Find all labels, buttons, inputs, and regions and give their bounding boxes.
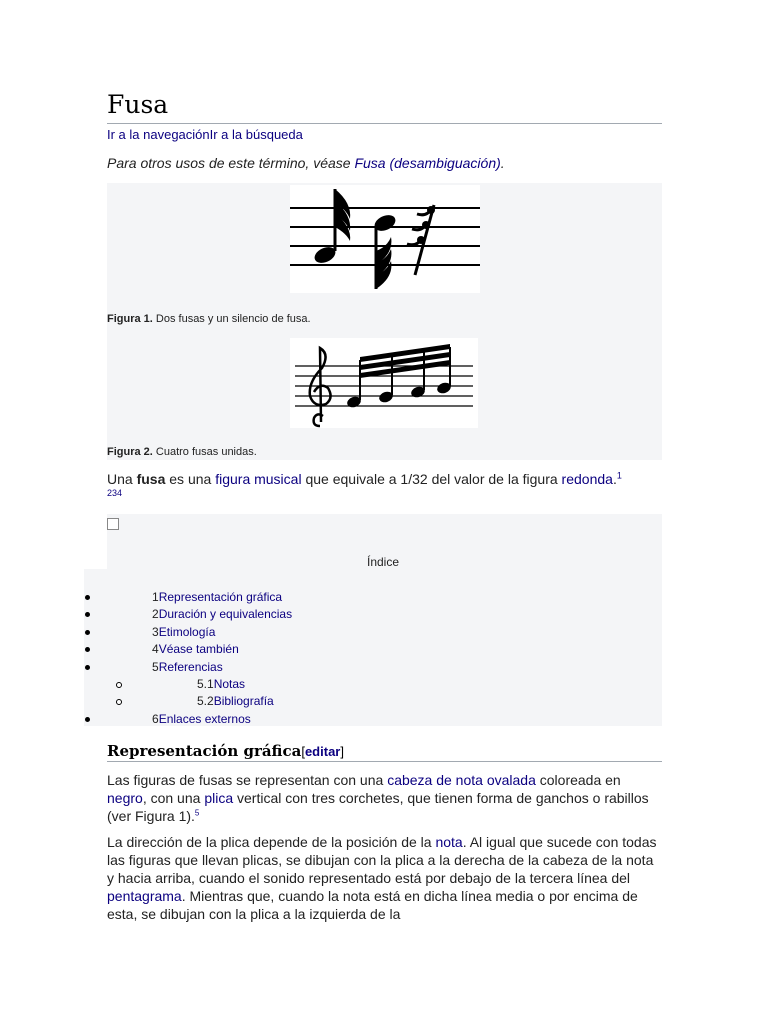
toc-bullet <box>85 630 90 635</box>
intro-text-4: . <box>612 471 617 487</box>
edit-bracket-open: [ <box>301 744 305 759</box>
intro-text-3: que equivale a 1/32 del valor de la figura <box>301 471 562 487</box>
toc-num: 1 <box>152 590 159 604</box>
toc-item-6[interactable] <box>152 712 251 726</box>
toc-num: 6 <box>152 712 159 726</box>
intro-bold-term: fusa <box>136 471 166 487</box>
paragraph-1 <box>107 771 662 825</box>
intro-text-1: Una <box>107 471 137 487</box>
toc-num: 3 <box>152 625 159 639</box>
toc-item-5[interactable] <box>152 660 223 674</box>
hatnote-suffix: . <box>500 155 505 171</box>
toc-num: 5.1 <box>197 677 214 691</box>
pentagrama-link[interactable]: pentagrama <box>107 888 182 904</box>
figure2-image[interactable] <box>290 338 478 428</box>
nota-link[interactable]: nota <box>435 834 463 850</box>
figure1-image[interactable] <box>290 185 480 293</box>
section-heading <box>107 742 344 760</box>
toc-item-1[interactable] <box>152 590 282 604</box>
figura-musical-link[interactable]: figura musical <box>215 471 302 487</box>
toc-item-4[interactable] <box>152 642 239 656</box>
toc-link[interactable]: Etimología <box>158 625 216 639</box>
fusa-notes-svg <box>290 185 480 293</box>
figure1-text: Dos fusas y un silencio de fusa. <box>152 313 311 325</box>
disambiguation-link[interactable]: Fusa (desambiguación) <box>354 155 501 171</box>
toc-link[interactable]: Notas <box>213 677 246 691</box>
para2-text: . Mientras que, cuando la nota está en dicha línea media o por encima de esta, se dibujan con la plica a la izquierda de la <box>107 888 638 922</box>
toc-bullet <box>85 717 90 722</box>
para1-text: vertical con tres corchetes, que tienen forma de ganchos o rabillos (ver Figura 1). <box>107 790 649 824</box>
jump-search-link[interactable]: Ir a la búsqueda <box>209 127 303 142</box>
toc-sub-bullet <box>116 682 122 688</box>
section-divider <box>107 761 662 762</box>
toc-link[interactable]: Referencias <box>158 660 223 674</box>
refs-234-link[interactable]: 234 <box>107 488 123 498</box>
para1-text: , con una <box>142 790 205 806</box>
hatnote-text: Para otros usos de este término, véase <box>107 155 355 171</box>
figures-panel <box>107 183 662 460</box>
toc-item-3[interactable] <box>152 625 215 639</box>
toc-num: 5 <box>152 660 159 674</box>
toc-sub-bullet <box>116 699 122 705</box>
toc-num: 4 <box>152 642 159 656</box>
figure2-text: Cuatro fusas unidas. <box>152 446 257 458</box>
four-fusas-svg <box>290 338 478 428</box>
cabeza-nota-link[interactable]: cabeza de nota ovalada <box>387 772 536 788</box>
figure1-label: Figura 1. <box>107 313 153 325</box>
para2-text: . Al igual que sucede con todas las figuras que llevan plicas, se dibujan con la plica a la derecha de la cabeza de la nota y hacia arriba, cuando el sonido representado está por debajo de la tercera línea del <box>107 834 657 886</box>
para1-text: Las figuras de fusas se representan con una <box>107 772 388 788</box>
ref-1-link[interactable]: 1 <box>616 470 622 481</box>
para1-text: coloreada en <box>535 772 621 788</box>
toc-bullet <box>85 595 90 600</box>
toc-link[interactable]: Véase también <box>158 642 239 656</box>
toc-bullet <box>85 665 90 670</box>
edit-bracket-close: ] <box>340 744 344 759</box>
figure1-caption <box>107 313 311 325</box>
redonda-link[interactable]: redonda <box>561 471 613 487</box>
page-title: Fusa <box>107 90 169 119</box>
jump-nav-link[interactable]: Ir a la navegación <box>107 127 210 142</box>
edit-section-link[interactable]: editar <box>304 744 341 759</box>
title-divider <box>107 123 662 124</box>
toc-num: 5.2 <box>197 694 214 708</box>
toc-link[interactable]: Bibliografía <box>213 694 274 708</box>
figure2-caption <box>107 446 257 458</box>
toc-link[interactable]: Duración y equivalencias <box>158 607 293 621</box>
toc-bullet <box>85 612 90 617</box>
jump-links <box>107 127 303 142</box>
toc-item-2[interactable] <box>152 607 292 621</box>
para2-text: La dirección de la plica depende de la posición de la <box>107 834 436 850</box>
toc-title: Índice <box>367 555 400 569</box>
ref-5-link[interactable]: 5 <box>194 808 200 818</box>
plica-link[interactable]: plica <box>204 790 234 806</box>
section-heading-text: Representación gráfica <box>107 742 302 760</box>
paragraph-2 <box>107 833 662 923</box>
toc-item-5-2[interactable] <box>197 694 274 708</box>
toc-link[interactable]: Enlaces externos <box>158 712 251 726</box>
figure2-label: Figura 2. <box>107 446 153 458</box>
intro-paragraph <box>107 470 667 489</box>
intro-text-2: es una <box>165 471 216 487</box>
toc-item-5-1[interactable] <box>197 677 245 691</box>
toc-margin <box>84 514 107 569</box>
toc-num: 2 <box>152 607 159 621</box>
toc-link[interactable]: Representación gráfica <box>158 590 283 604</box>
toc-bullet <box>85 647 90 652</box>
toc-toggle-checkbox[interactable] <box>107 518 119 530</box>
hatnote <box>107 155 505 171</box>
negro-link[interactable]: negro <box>107 790 143 806</box>
